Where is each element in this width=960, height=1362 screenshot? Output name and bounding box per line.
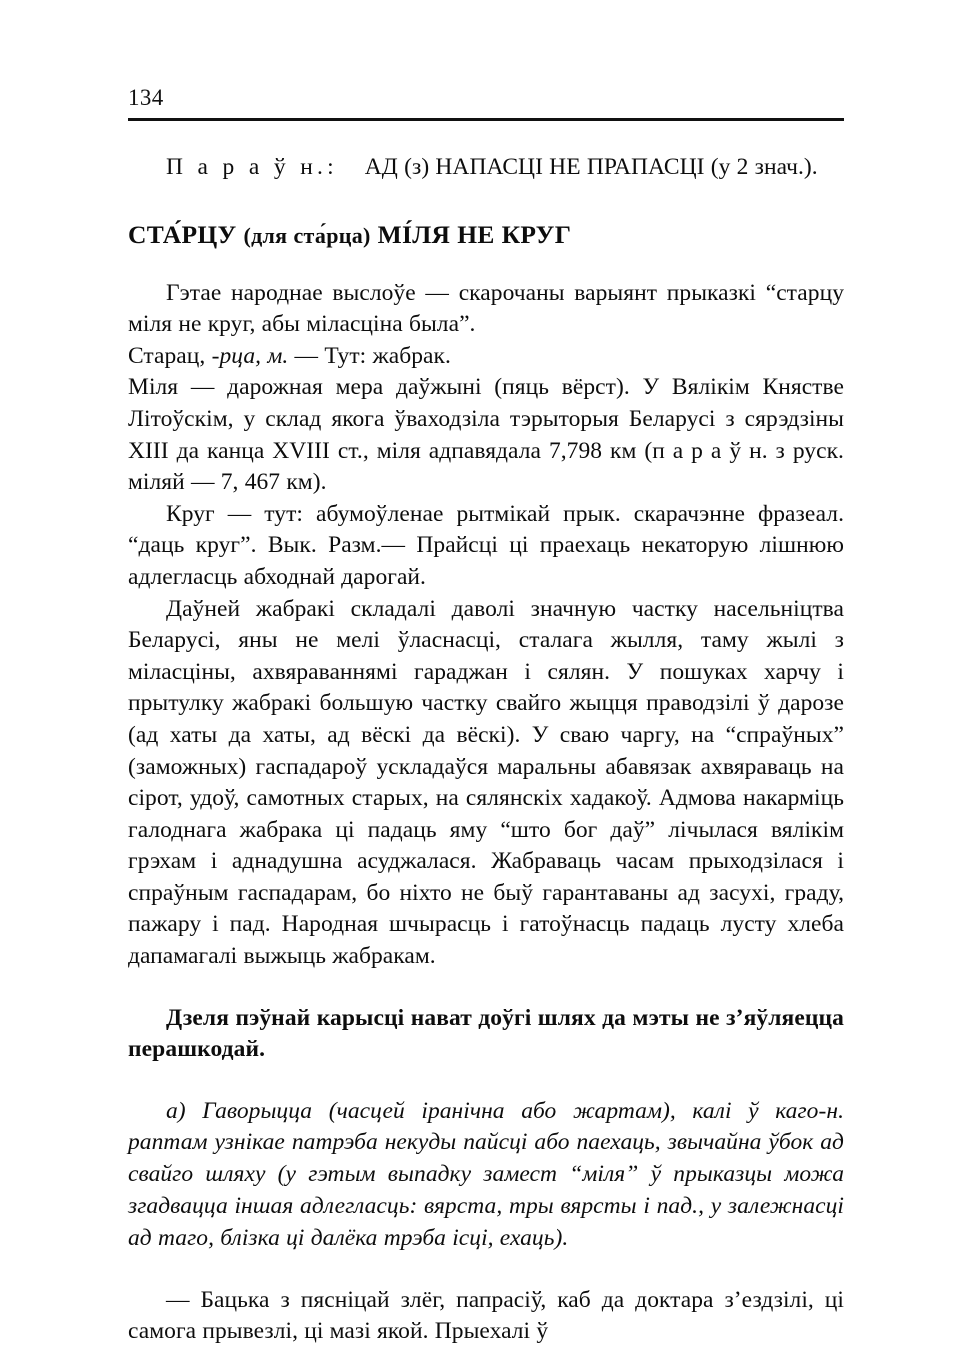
paragraph-gloss-milja: Міля — дарожная мера даўжыні (пяць вёрст). У Вялікім Княстве Літоўскім, у склад якога ўваходзіла тэрыторыя Беларусі з сярэдзіны XIII да канца XVIII ст., міля адпавядала 7,798 км (п а р а ў н. з руск. міляй — 7, 467 км).	[128, 374, 844, 496]
text-column	[128, 152, 844, 1348]
page-header	[128, 84, 844, 121]
paragraph-gloss-starac	[128, 341, 844, 373]
headword-parenthetical: (для ста́рца)	[243, 222, 371, 248]
paragraph-origin-note: Гэтае народнае выслоўе — скарочаны варыянт прыказкі “старцу міля не круг, абы міласціна была”.	[128, 279, 844, 338]
cross-reference-paragraph	[128, 152, 844, 184]
citation-example: — Бацька з пясніцай злёг, папрасіў, каб да доктара з’ездзілі, ці самога прывезлі, ці мазі якой. Прыехалі ў	[128, 1286, 844, 1345]
headword-main-before: СТА́РЦУ	[128, 219, 244, 249]
gloss-starac-gender: м.	[267, 342, 289, 369]
sense-definition: Дзеля пэўнай карысці нават доўгі шлях да мэты не з’яўляецца перашкодай.	[128, 1004, 844, 1063]
paragraph-gloss-kruh: Круг — тут: абумоўленае рытмікай прык. скарачэнне фразеал. “даць круг”. Вык. Разм.— Прайсці ці праехаць некаторую лішнюю адлегласць абходнай дарогай.	[128, 500, 844, 590]
headword-main-after: МІ́ЛЯ НЕ КРУГ	[370, 219, 572, 249]
spacer	[128, 184, 844, 218]
folio-number: 134	[128, 85, 164, 110]
spacer	[128, 973, 844, 1003]
spacer	[128, 252, 844, 278]
usage-note: а) Гаворыцца (часцей іранічна або жартам), калі ў каго-н. раптам узнікае патрэба некуды пайсці або паехаць, звычайна ўбок ад свайго шляху (у гэтым выпадку замест “міля” ў прыказцы можа згадвацца іншая адлегласць: вярста, тры вярсты і пад., у залежнасці ад таго, блізка ці далёка трэба ісці, ехаць).	[128, 1097, 844, 1251]
gloss-starac-head: Старац,	[128, 342, 206, 369]
cross-reference-target: АД (з) НАПАСЦІ НЕ ПРАПАСЦІ (у 2 знач.).	[364, 154, 818, 180]
spacer	[128, 1255, 844, 1285]
entry-headword	[128, 218, 844, 252]
spacer	[128, 1066, 844, 1096]
cross-reference-label: П а р а ў н.	[166, 154, 328, 180]
cross-reference-colon: :	[327, 154, 334, 180]
gloss-starac-inflection: -рца,	[211, 342, 262, 369]
paragraph-ethnographic-note: Даўней жабракі складалі даволі значную частку насельніцтва Беларусі, яны не мелі ўласнасці, сталага жылля, таму жылі з міласціны, ахвяраваннямі гараджан і сялян. У пошуках харчу і прытулку жабракі большую частку свайго жыцця праводзілі ў дарозе (ад хаты да хаты, ад вёскі да вёскі). У сваю чаргу, на “спраўных” (заможных) гаспадароў ускладаўся маральны абавязак ахвяраваць на сірот, удоў, самотных старых, на сялянскіх хадакоў. Адмова накарміць галоднага жабрака ці падаць яму “што бог даў” лічылася вялікім грэхам і аднадушна асуджалася. Жабраваць часам прыходзілася і спраўным гаспадарам, бо ніхто не быў гарантаваны ад засухі, граду, пажару і пад. Народная шчырасць і гатоўнасць падаць лусту хлеба дапамагалі выжыць жабракам.	[128, 595, 844, 970]
header-rule	[128, 118, 844, 121]
gloss-starac-dash: —	[294, 342, 319, 369]
gloss-starac-definition: Тут: жабрак.	[324, 342, 451, 369]
